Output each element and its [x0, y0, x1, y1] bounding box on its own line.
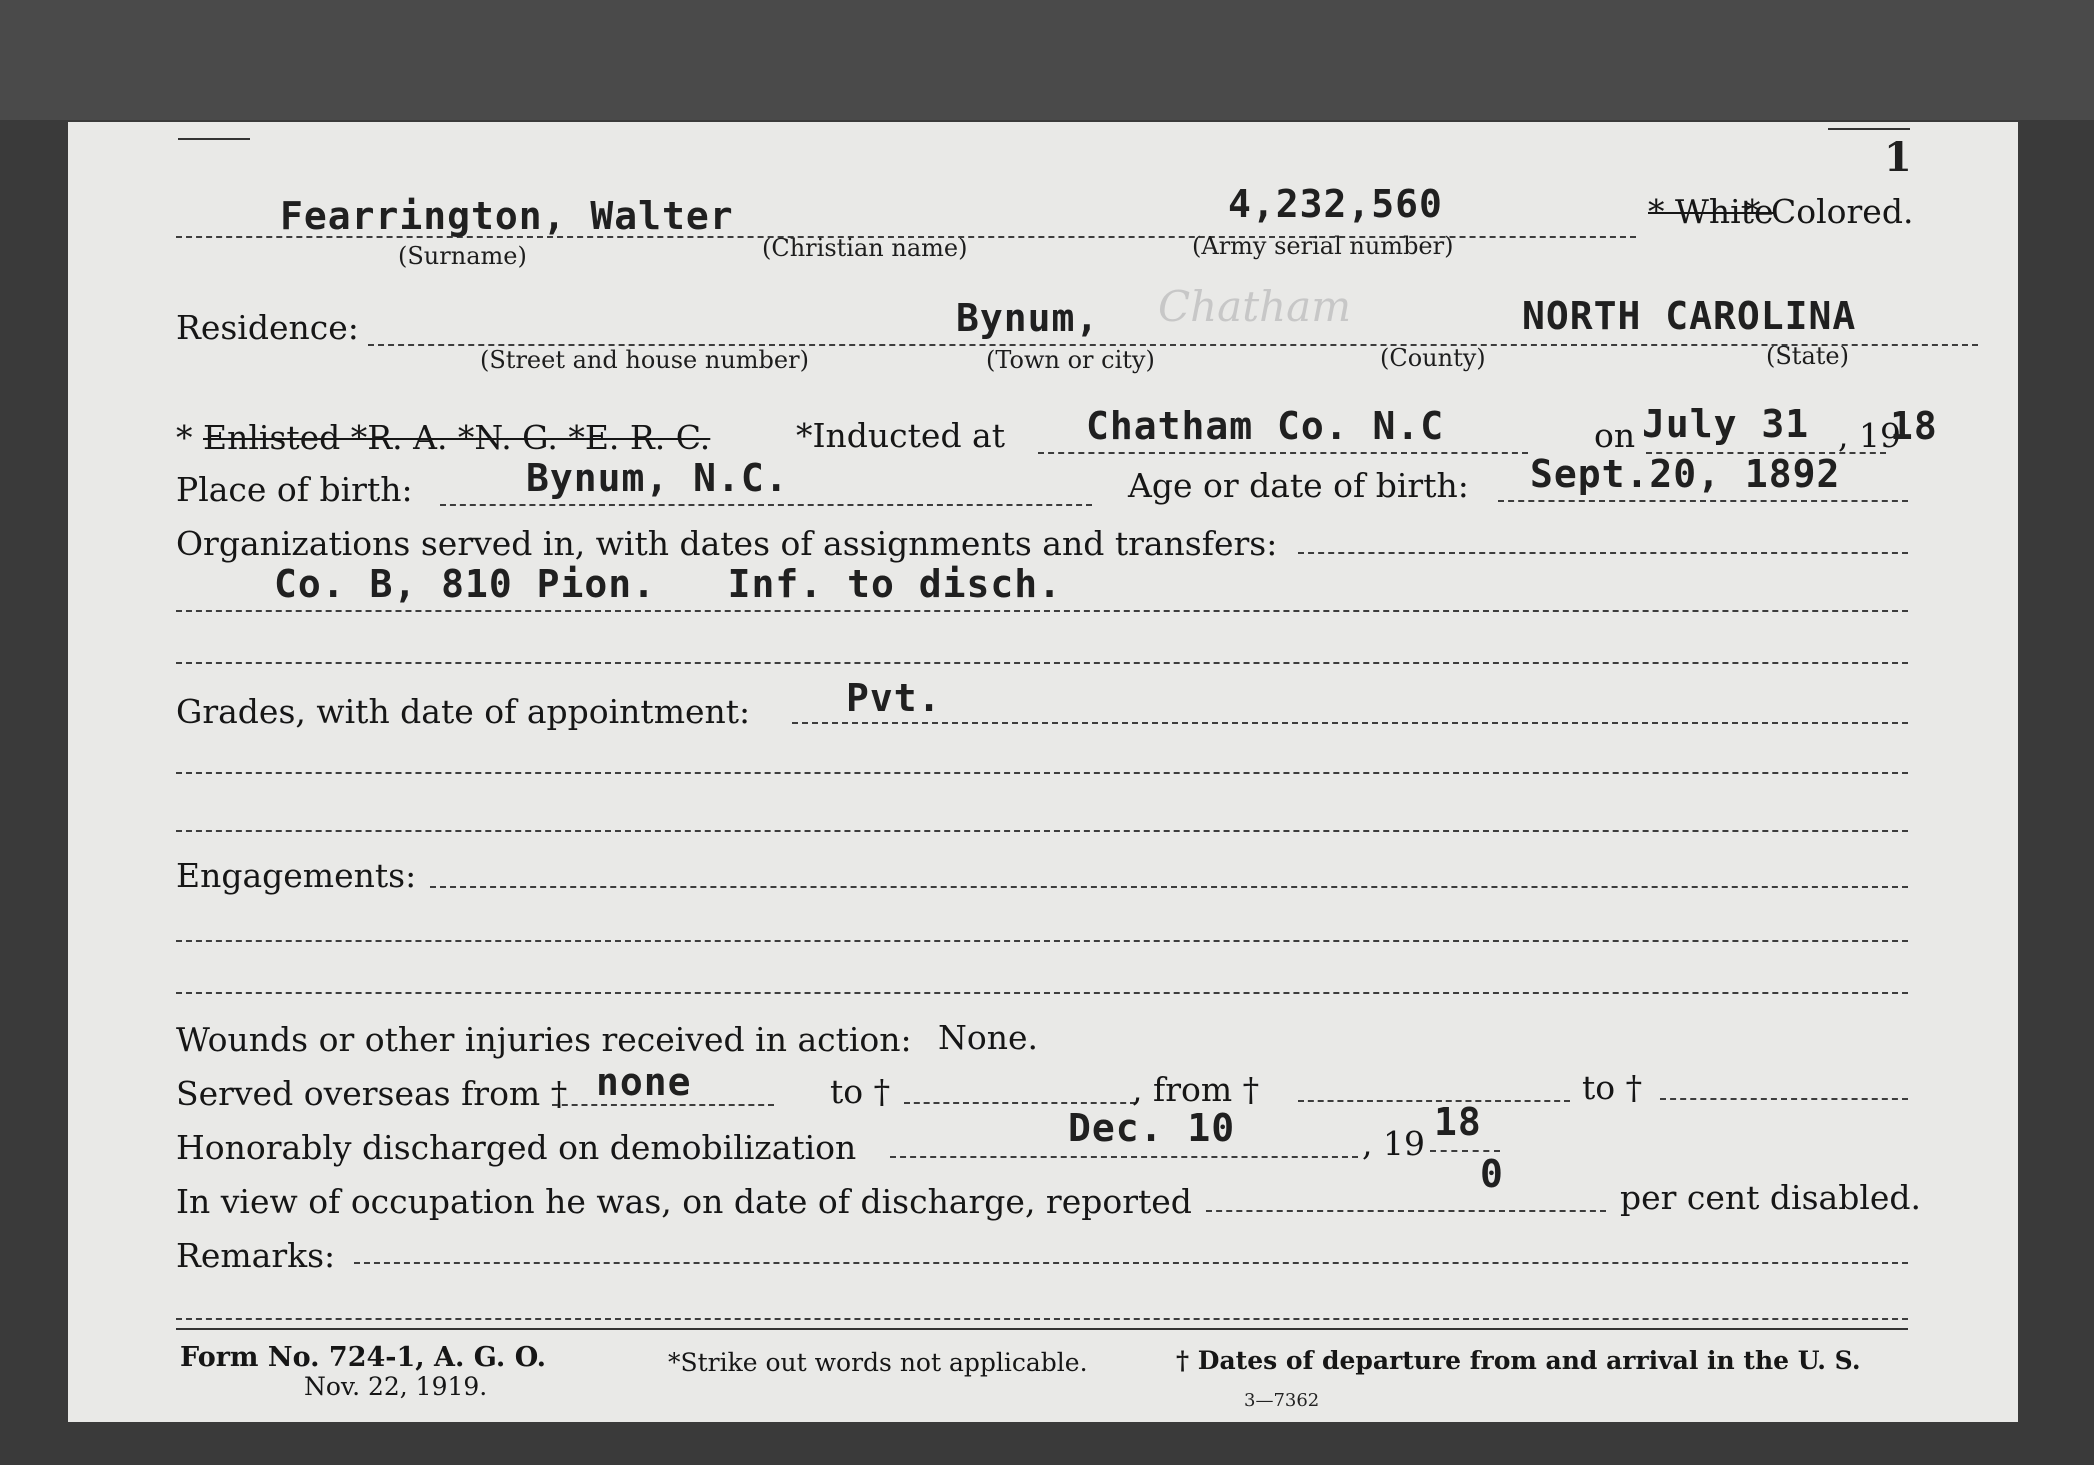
- residence-state: NORTH CAROLINA: [1522, 294, 1857, 338]
- birthdate-label: Age or date of birth:: [1128, 466, 1469, 505]
- remarks-line: [354, 1262, 1908, 1264]
- serial-label: (Army serial number): [1192, 232, 1454, 260]
- grades-line-3: [176, 830, 1908, 832]
- birthplace-line: [440, 504, 1092, 506]
- birthdate-value: Sept.20, 1892: [1530, 452, 1841, 496]
- overseas-to-line: [904, 1102, 1136, 1104]
- state-label: (State): [1766, 342, 1849, 370]
- induction-year-prefix: , 19: [1838, 416, 1901, 455]
- remarks-label: Remarks:: [176, 1236, 336, 1275]
- discharge-line: [890, 1156, 1358, 1158]
- print-code: 3—7362: [1244, 1390, 1320, 1411]
- engagements-label: Engagements:: [176, 856, 417, 895]
- inducted-label: *Inducted at: [796, 416, 1005, 455]
- name-value: Fearrington, Walter: [280, 194, 734, 238]
- wounds-label: Wounds or other injuries received in action:: [176, 1020, 912, 1059]
- scanner-background: [0, 0, 2094, 120]
- inducted-place: Chatham Co. N.C: [1086, 404, 1445, 448]
- race-colored: * Colored.: [1744, 192, 1914, 231]
- form-number: Form No. 724-1, A. G. O.: [180, 1342, 547, 1373]
- birthplace-value: Bynum, N.C.: [526, 456, 789, 500]
- corner-mark: [178, 138, 250, 140]
- residence-county-handwritten: Chatham: [1158, 282, 1352, 331]
- induction-year: 18: [1890, 404, 1938, 448]
- corner-mark: [1828, 128, 1910, 130]
- birthdate-line: [1498, 500, 1908, 502]
- overseas-label: Served overseas from †: [176, 1074, 568, 1113]
- disability-value: 0: [1480, 1152, 1504, 1196]
- form-date: Nov. 22, 1919.: [304, 1372, 488, 1401]
- engagements-line-3: [176, 992, 1908, 994]
- discharge-year-prefix: , 19: [1362, 1124, 1425, 1163]
- card-number: 1: [1884, 134, 1913, 181]
- organizations-line-1: [176, 610, 1908, 612]
- overseas-to2-label: to †: [1582, 1068, 1643, 1107]
- footer-rule: [176, 1328, 1908, 1330]
- surname-label: (Surname): [398, 242, 527, 270]
- grades-value: Pvt.: [846, 676, 942, 720]
- discharge-year: 18: [1434, 1100, 1482, 1144]
- induction-date: July 31: [1642, 402, 1810, 446]
- christian-name-label: (Christian name): [762, 234, 968, 262]
- disability-label: In view of occupation he was, on date of discharge, reported: [176, 1182, 1192, 1221]
- overseas-from-value: none: [596, 1060, 692, 1104]
- disability-suffix: per cent disabled.: [1620, 1178, 1922, 1217]
- engagements-line-2: [176, 940, 1908, 942]
- overseas-to-label: to †: [830, 1072, 891, 1111]
- overseas-from-line: [552, 1104, 774, 1106]
- discharge-date: Dec. 10: [1068, 1106, 1236, 1150]
- organizations-value: Co. B, 810 Pion. Inf. to disch.: [274, 562, 1062, 606]
- residence-town: Bynum,: [956, 296, 1100, 340]
- wounds-value: None.: [938, 1018, 1039, 1057]
- county-label: (County): [1380, 344, 1486, 372]
- disability-line: [1206, 1210, 1606, 1212]
- serial-value: 4,232,560: [1228, 182, 1443, 226]
- enlisted-struck: * Enlisted *R. A. *N. G. *E. R. C.: [176, 418, 711, 457]
- race-white-struck: * White: [1648, 192, 1774, 231]
- inducted-line: [1038, 452, 1528, 454]
- birthplace-label: Place of birth:: [176, 470, 413, 509]
- dagger-note: † Dates of departure from and arrival in the U. S.: [1176, 1346, 1861, 1375]
- service-record-card: [68, 122, 2018, 1422]
- remarks-line-2: [176, 1318, 1908, 1320]
- organizations-line: [1298, 552, 1908, 554]
- town-label: (Town or city): [986, 346, 1155, 374]
- grades-label: Grades, with date of appointment:: [176, 692, 751, 731]
- grades-line-2: [176, 772, 1908, 774]
- organizations-label: Organizations served in, with dates of assignments and transfers:: [176, 524, 1278, 563]
- on-label: on: [1594, 416, 1636, 455]
- street-label: (Street and house number): [480, 346, 809, 374]
- overseas-to2-line: [1660, 1098, 1908, 1100]
- organizations-line-2: [176, 662, 1908, 664]
- overseas-from2-label: , from †: [1132, 1070, 1260, 1109]
- residence-label: Residence:: [176, 308, 359, 347]
- strike-note: *Strike out words not applicable.: [668, 1348, 1088, 1377]
- discharge-label: Honorably discharged on demobilization: [176, 1128, 857, 1167]
- engagements-line: [430, 886, 1908, 888]
- grades-line: [792, 722, 1908, 724]
